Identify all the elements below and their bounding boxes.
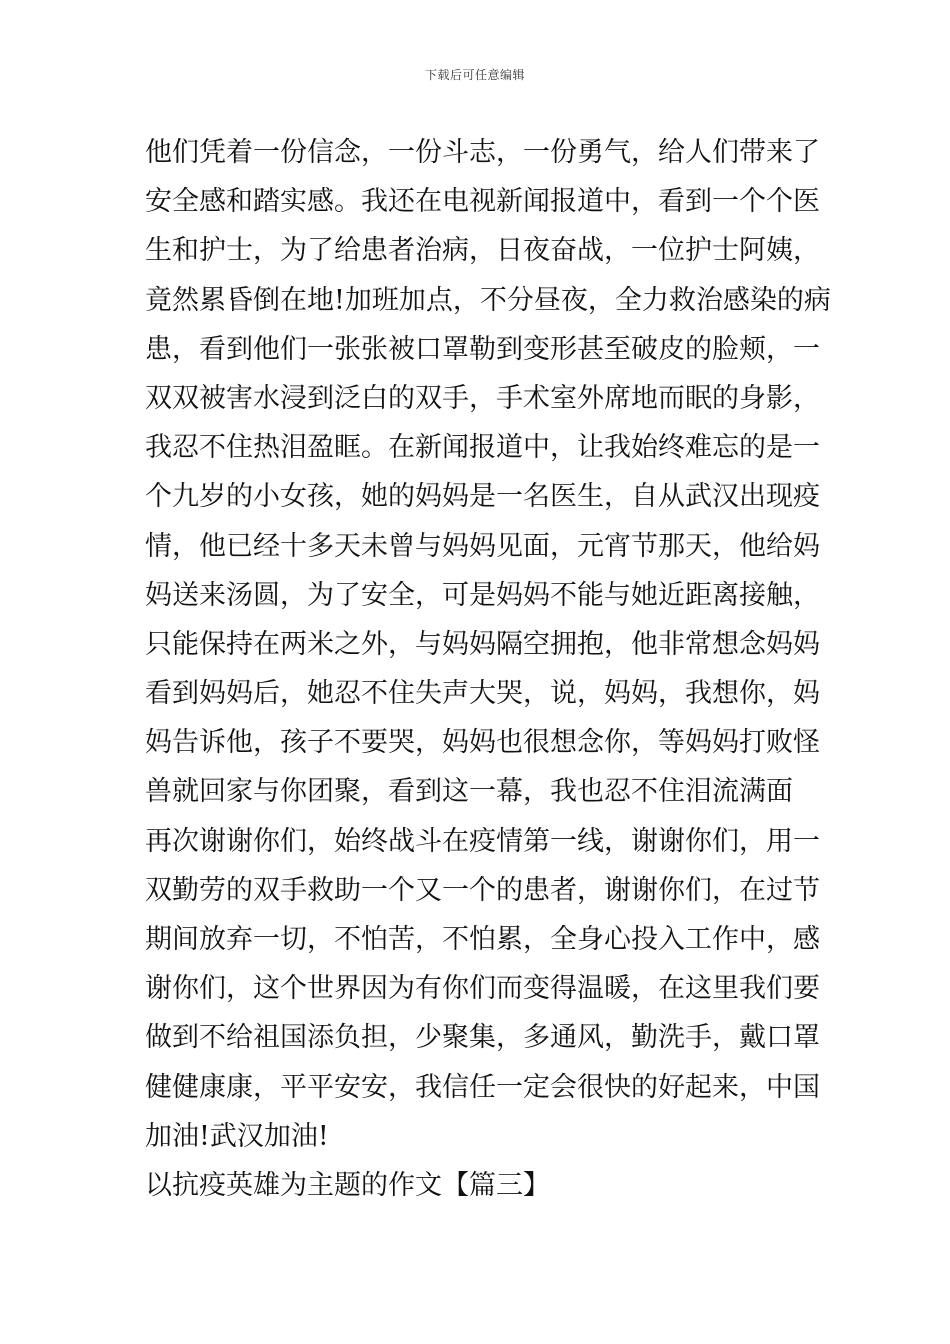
text-line: 生和护士，为了给患者治病，日夜奋战，一位护士阿姨， xyxy=(145,235,820,267)
text-line: 看到妈妈后，她忍不住失声大哭，说，妈妈，我想你，妈 xyxy=(145,678,820,710)
text-line: 双双被害水浸到泛白的双手，手术室外席地而眠的身影， xyxy=(145,382,820,414)
text-line: 妈送来汤圆，为了安全，可是妈妈不能与她近距离接触， xyxy=(145,579,820,611)
text-line: 再次谢谢你们，始终战斗在疫情第一线，谢谢你们，用一 xyxy=(145,825,820,857)
text-line: 安全感和踏实感。我还在电视新闻报道中，看到一个个医 xyxy=(145,186,820,218)
document-body xyxy=(145,128,831,1210)
section-heading xyxy=(145,1161,815,1210)
text-line: 只能保持在两米之外，与妈妈隔空拥抱，他非常想念妈妈 xyxy=(145,628,820,660)
text-line: 做到不给祖国添负担，少聚集，多通风，勤洗手，戴口罩 xyxy=(145,1022,820,1054)
header-note: 下载后可任意编辑 xyxy=(424,68,525,82)
text-line: 患，看到他们一张张被口罩勒到变形甚至破皮的脸颊，一 xyxy=(145,333,820,365)
text-line: 竟然累昏倒在地!加班加点，不分昼夜，全力救治感染的病 xyxy=(145,284,831,316)
text-line: 我忍不住热泪盈眶。在新闻报道中，让我始终难忘的是一 xyxy=(145,432,820,464)
text-line: 加油!武汉加油! xyxy=(145,1120,329,1152)
text-line: 他们凭着一份信念，一份斗志，一份勇气，给人们带来了 xyxy=(145,137,820,168)
paragraph-2 xyxy=(145,817,820,1161)
text-line: 妈告诉他，孩子不要哭，妈妈也很想念你，等妈妈打败怪 xyxy=(145,727,820,759)
text-line: 个九岁的小女孩，她的妈妈是一名医生，自从武汉出现疫 xyxy=(145,481,820,513)
text-line: 双勤劳的双手救助一个又一个的患者，谢谢你们，在过节 xyxy=(145,874,820,906)
text-line: 健健康康，平平安安，我信任一定会很快的好起来，中国 xyxy=(145,1071,820,1103)
text-line: 期间放弃一切，不怕苦，不怕累，全身心投入工作中，感 xyxy=(145,924,820,955)
text-line: 谢你们，这个世界因为有你们而变得温暖，在这里我们要 xyxy=(145,973,820,1005)
paragraph-1 xyxy=(145,128,831,817)
text-line: 兽就回家与你团聚，看到这一幕，我也忍不住泪流满面 xyxy=(145,776,793,808)
text-line: 情，他已经十多天未曾与妈妈见面，元宵节那天，他给妈 xyxy=(145,530,820,562)
section-heading-text: 以抗疫英雄为主题的作文【篇三】 xyxy=(145,1169,550,1201)
